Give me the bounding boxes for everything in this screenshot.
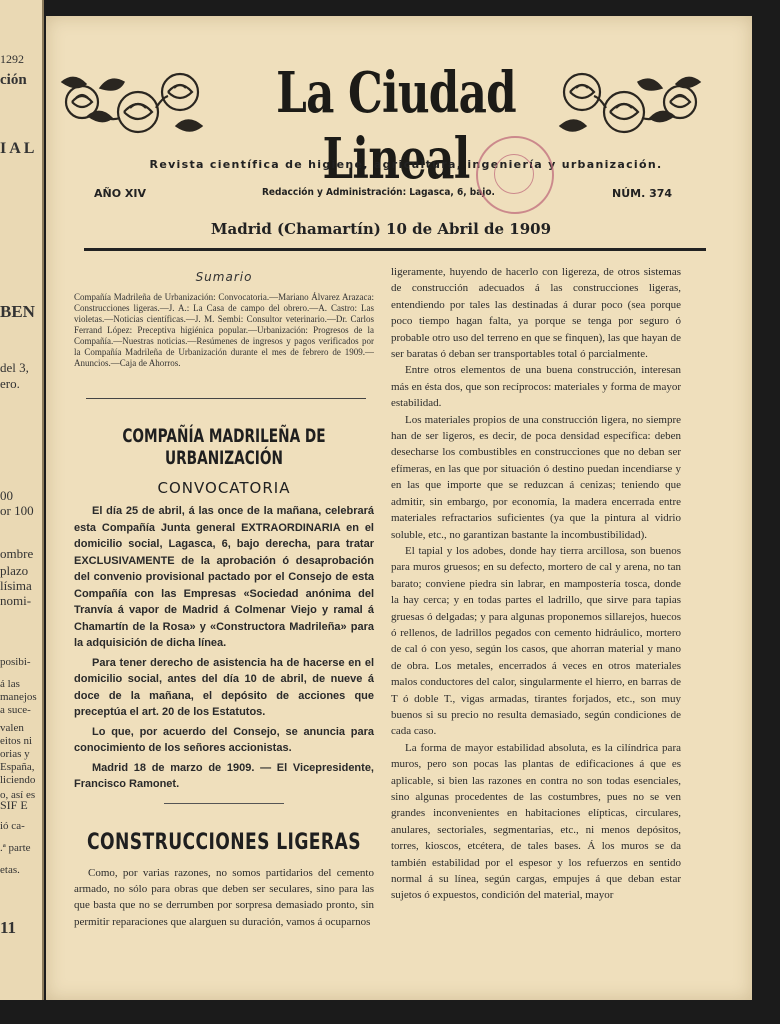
right-column <box>391 264 681 904</box>
notice-paragraph: Madrid 18 de marzo de 1909. — El Vicepresidente, Francisco Ramonet. <box>74 761 374 790</box>
fragment: BEN <box>0 302 35 321</box>
rose-ornament-left-icon <box>58 68 208 140</box>
fragment: ción <box>0 72 27 88</box>
adjacent-page-edge <box>0 0 44 1000</box>
fragment: a suce- <box>0 704 31 716</box>
fragment: etas. <box>0 864 20 876</box>
fragment: ombre <box>0 546 34 561</box>
newspaper-page <box>46 16 752 1000</box>
fragment: SIF E <box>0 798 28 812</box>
fragment: IAL <box>0 140 38 157</box>
fragment: .ª parte <box>0 842 31 854</box>
newspaper-title: La Ciudad Lineal <box>276 60 516 192</box>
fragment: orias y <box>0 748 30 760</box>
fragment: 00 <box>0 488 13 503</box>
notice-paragraph: Para tener derecho de asistencia ha de hacerse en el domicilio social, antes del día 10 de abril, de nueve á doce de la mañana, el depósito de acciones que preceptúa el art. 20 de los Estatutos. <box>74 656 374 718</box>
article-paragraph: Entre otros elementos de una buena construcción, interesan más en ésta dos, que son recíprocos: materiales y forma de mayor estabilidad. <box>391 364 681 410</box>
fragment: posibi- <box>0 656 31 668</box>
fragment: valen <box>0 722 24 734</box>
fragment: eitos ni <box>0 735 33 747</box>
divider <box>86 398 366 399</box>
article-body-right <box>391 264 681 904</box>
fragment: del 3, <box>0 360 29 375</box>
fragment: 11 <box>0 918 17 937</box>
article-paragraph: El tapial y los adobes, donde hay tierra arcillosa, son buenos para muros gruesos; en su defecto, mortero de cal y arena, no tan barato; conviene piedra sin labrar, en mampostería tosca, donde la hay cerca; y en todas partes el ladrillo, que sirve para tapias gruesas ó delgadas; y para algunas proponemos sillarejos, huecos ó rellenos, de ladrillos pegados con cemento hidráulico, mortero de cal ó con yeso, según los casos, que ahorran material y mano de obra. Los metales, encerrados á veces en otros materiales malos conductores del calor, singularmente el hierro, en barras de T ó doble T., vigas armadas, tirantes forjados, etc., son muy buenos si su precio no resulta demasiado, según condiciones de cada caso. <box>391 544 681 738</box>
fragment: á las <box>0 678 20 690</box>
subtitle: Revista científica de higiene, agricultura, ingeniería y urbanización. <box>149 158 663 171</box>
notice-body <box>74 503 374 793</box>
article-body-left <box>74 865 374 931</box>
fragment: o, así es <box>0 789 36 801</box>
article-heading: CONSTRUCCIONES LIGERAS <box>87 829 361 855</box>
article-paragraph: ligeramente, huyendo de hacerlo con ligereza, de otros sistemas de construcción adecuados á las construcciones ligeras, entendiendo por tales las destinadas á durar poco (sea porque poco tiempo hagan falta, ya porque se tenga por seguro ó probable otro uso del terreno en que se finquen), las que hayan de ser baratas ó deban ser transportables total ó parcialmente. <box>391 266 681 361</box>
article-paragraph: Los materiales propios de una construcción ligera, no siempre han de ser ligeros, es decir, de poca densidad específica: deben desecharse los combustibles en construcciones que no deban ser efímeras, en las que por situación ó destino puedan incendiarse y en las que importe que se reduzcan á cenizas; teniendo que admitir, sin embargo, por economía, la madera encerrada entre materiales refractarios suficientes (ya que la pintura al vidrio soluble, etc., no garantizan bastante la incombustibilidad). <box>391 413 681 541</box>
left-column <box>74 266 374 930</box>
notice-subheading: CONVOCATORIA <box>157 479 291 497</box>
fragment: manejos <box>0 691 37 703</box>
notice-heading: COMPAÑÍA MADRILEÑA DE URBANIZACIÓN <box>122 425 326 469</box>
year-label: AÑO XIV <box>94 187 146 200</box>
divider <box>164 803 284 804</box>
sumario-heading: Sumario <box>195 270 253 284</box>
fragment: nomi- <box>0 593 32 608</box>
notice-paragraph: Lo que, por acuerdo del Consejo, se anuncia para conocimiento de los señores accionistas. <box>74 725 374 754</box>
fragment: or 100 <box>0 503 34 518</box>
fragment: 1292 <box>0 52 24 66</box>
article-paragraph: Como, por varias razones, no somos partidarios del cemento armado, no sólo para obras que deben ser seculares, sino para las que basta que no se derrumben por sorpresa demasiado pronto, sin permitir reparaciones que alarguen su duración, vamos á ocuparnos <box>74 866 374 928</box>
fragment: ió ca- <box>0 820 25 832</box>
article-paragraph: La forma de mayor estabilidad absoluta, es la cilíndrica para muros, pero son pocas las plantas de edificaciones á que es aplicable, si bien las razones en contra no son todas esenciales, sino algunas procedentes de las costumbres, pues no se ven grandes inconvenientes en habitaciones elípticas, circulares, anulares, sectoriales, segmentarias, etc., ni menos depósitos, torres, kioscos, etcétera, de tales bases. Á los muros se da también estabilidad por el espesor y los refuerzos en sentido normal á su línea, según cargas, empujes á que deban estar sujetos ó expuestos, condición del material, mayor <box>391 741 681 902</box>
library-stamp <box>476 136 554 214</box>
fragment: España, <box>0 761 35 773</box>
address-label: Redacción y Administración: Lagasca, 6, bajo. <box>262 187 495 198</box>
dateline: Madrid (Chamartín) 10 de Abril de 1909 <box>210 220 552 238</box>
header-rule <box>84 248 706 251</box>
fragment: lísima <box>0 578 32 593</box>
fragment: ero. <box>0 376 20 391</box>
rose-ornament-right-icon <box>554 68 704 140</box>
notice-paragraph: El día 25 de abril, á las once de la mañana, celebrará esta Compañía Junta general EXTRAORDINARIA en el domicilio social, Lagasca, 6, bajo derecha, para tratar EXCLUSIVAMENTE de la aprobación ó desaprobación del convenio provisional pactado por el Consejo de esta Compañía con las Empresas «Sociedad anónima del Tranvía á vapor de Madrid á Colmenar Viejo y ramal á Chamartín de la Rosa» y «Constructora Madrileña» para la adquisición de dicha línea. <box>74 505 374 649</box>
fragment: liciendo <box>0 774 36 786</box>
fragment: plazo <box>0 563 29 578</box>
sumario-text: Compañía Madrileña de Urbanización: Convocatoria.—Mariano Álvarez Arazaca: Construcciones ligeras.—J. A.: La Casa de campo del obrero.—A. Castro: Las violetas.—Noticias científicas.—J. M. Sembi: Consultor veterinario.—Dr. Carlos Ferrand López: Preceptiva higiénica popular.—Urbanización: Progresos de la Compañía.—Nuestras noticias.—Resúmenes de ingresos y pagos verificados por la Compañía Madrileña de Urbanización durante el mes de febrero de 1909.—Anuncios.—Caja de Ahorros. <box>74 292 374 368</box>
issue-number: NÚM. 374 <box>612 187 673 200</box>
